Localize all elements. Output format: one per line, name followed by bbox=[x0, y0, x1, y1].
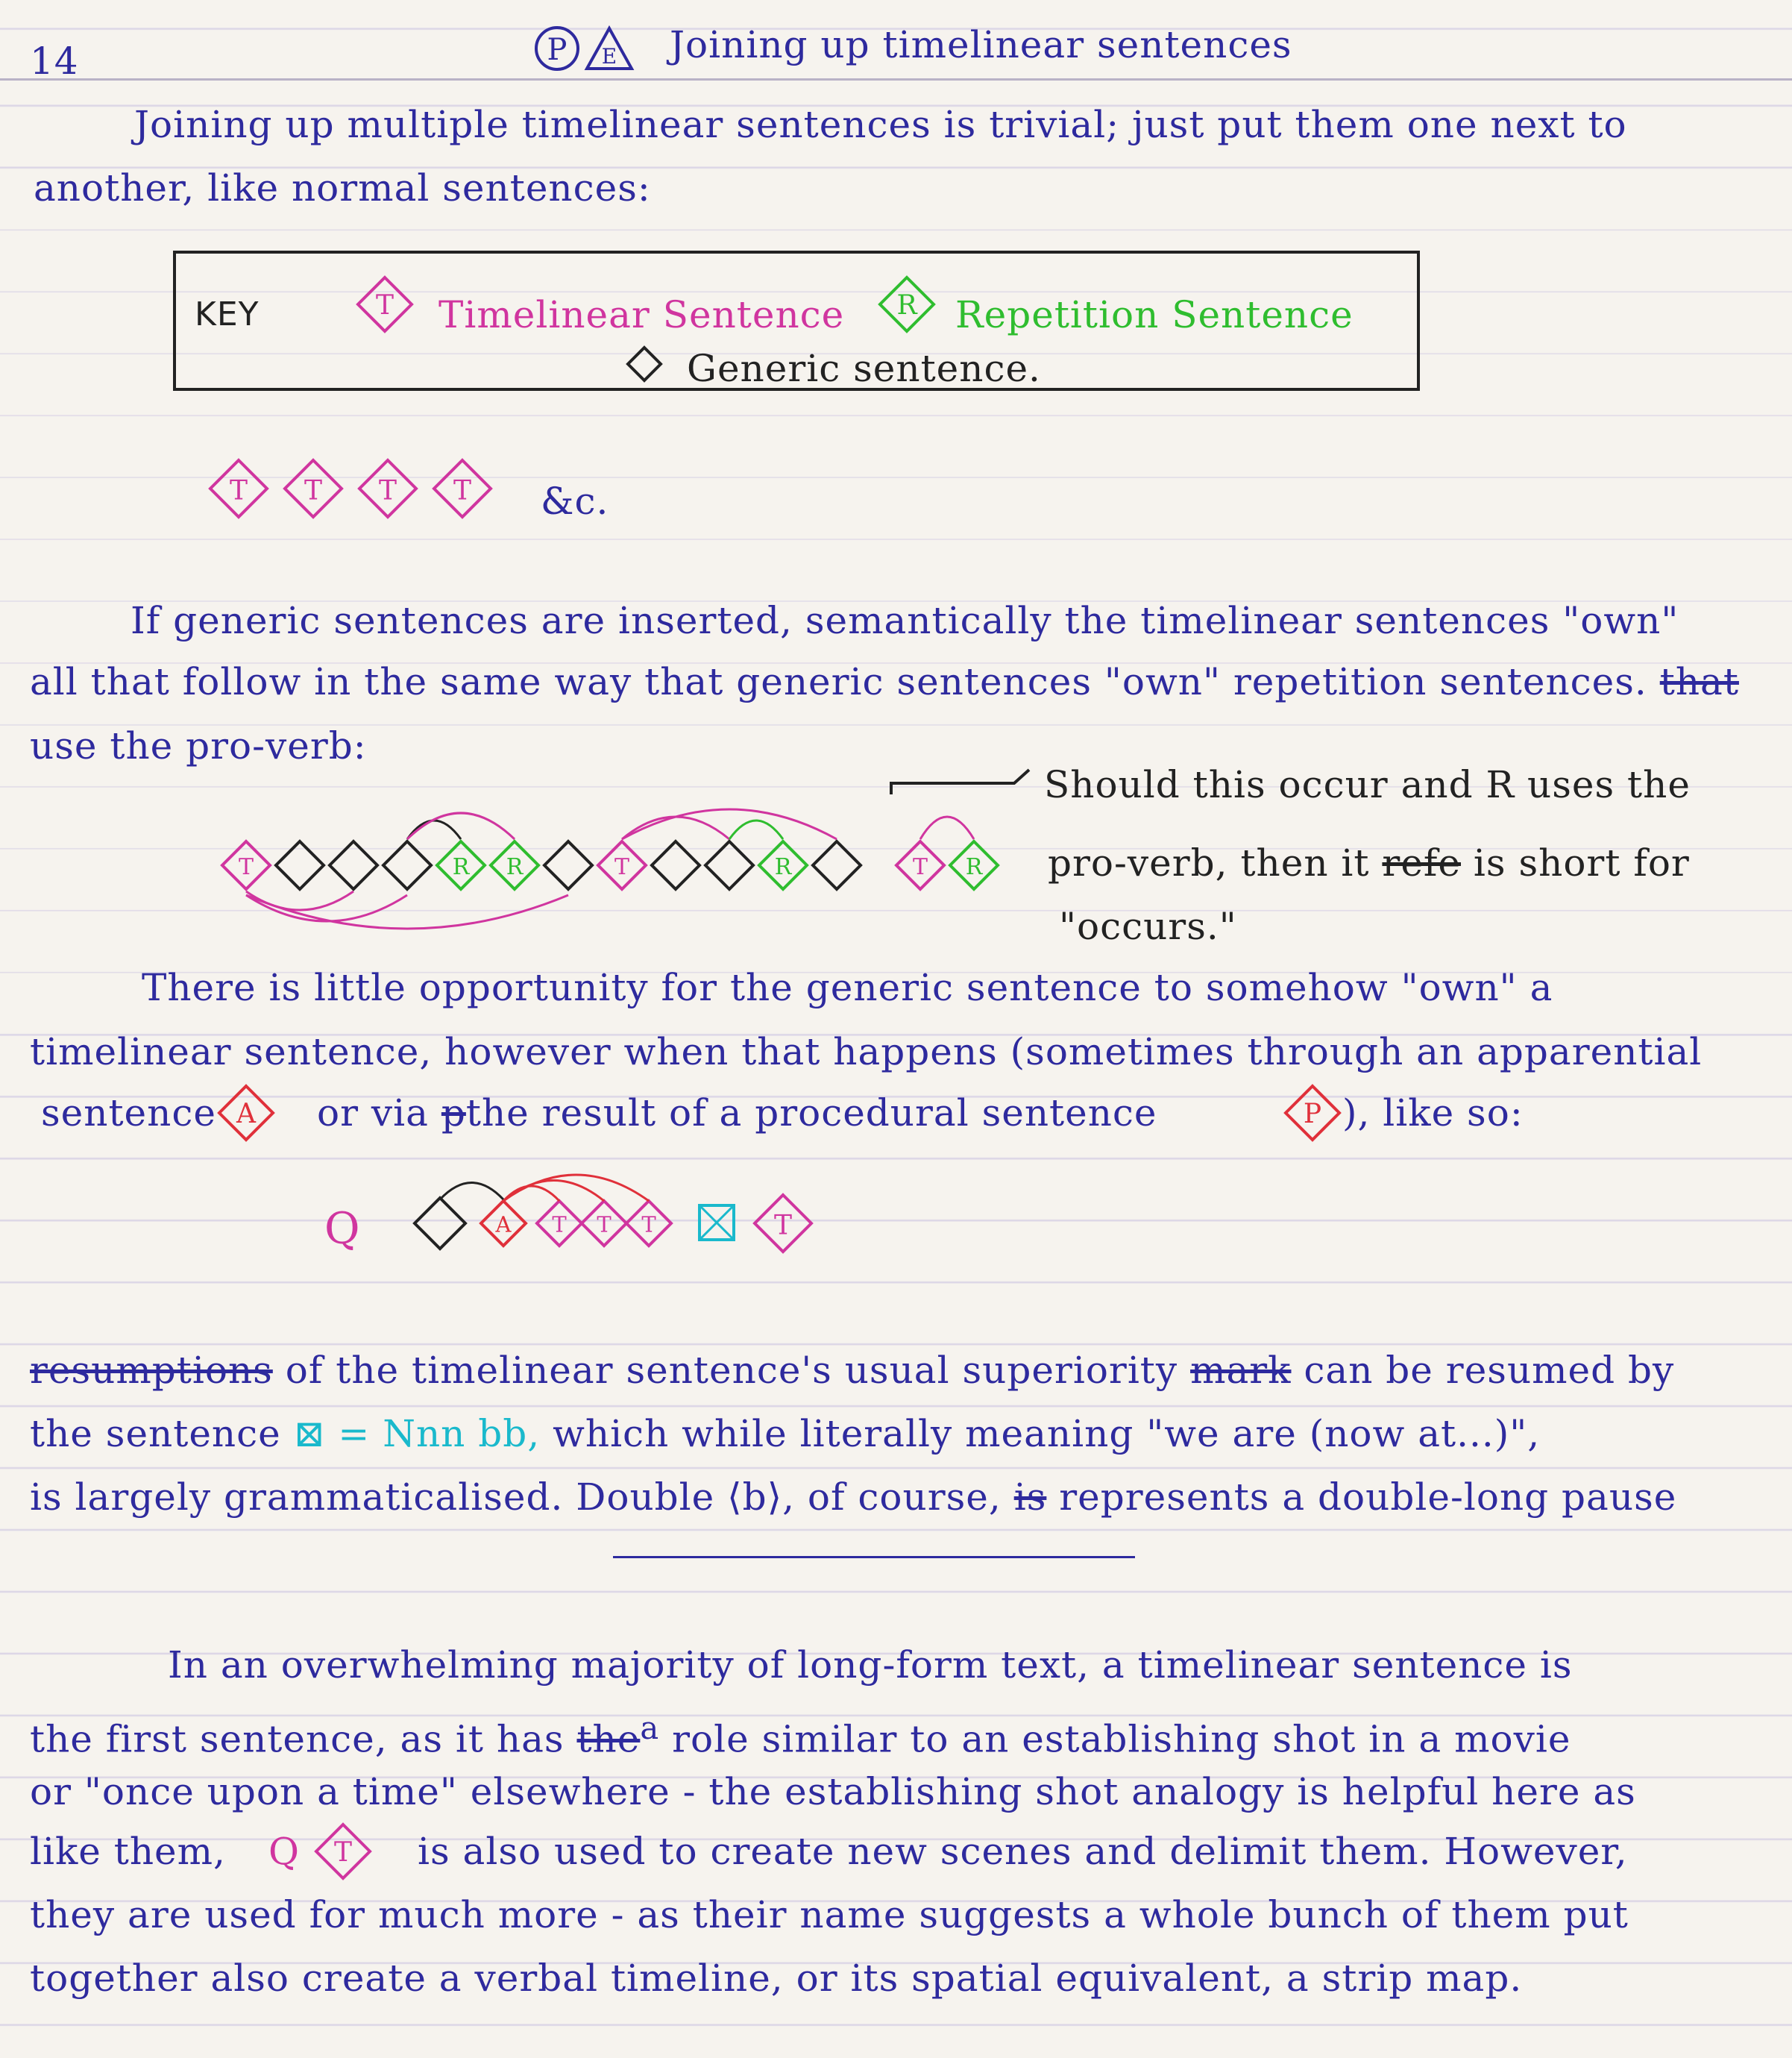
example-2-diamond-4 bbox=[437, 841, 485, 889]
procedural-diamond-icon bbox=[1283, 1083, 1345, 1146]
example-2-diamond-10 bbox=[759, 841, 807, 889]
example-3-diamond-0 bbox=[415, 1198, 465, 1249]
key-box bbox=[173, 251, 1420, 391]
example-2-diamond-5 bbox=[491, 841, 538, 889]
key-repetition-label: Repetition Sentence bbox=[955, 293, 1354, 336]
example-3-diamond-2-label: T bbox=[552, 1211, 567, 1237]
intro-line-1: Joining up multiple timelinear sentences is trivial; just put them one next to bbox=[134, 103, 1627, 146]
example-1-diamond-1-label: T bbox=[304, 475, 323, 506]
example-2-diamond-12 bbox=[896, 841, 944, 889]
apparential-diamond-icon bbox=[216, 1083, 279, 1146]
note-line-3: "occurs." bbox=[1059, 905, 1237, 948]
example-1-diamond-3-label: T bbox=[453, 475, 472, 506]
page-title: Joining up timelinear sentences bbox=[670, 23, 1292, 66]
example-1-diamond-0-label: T bbox=[229, 475, 248, 506]
note-line-2: pro-verb, then it refe is short for bbox=[1048, 841, 1690, 885]
example-2-diamond-2 bbox=[330, 841, 377, 889]
para-5-line-3: or "once upon a time" elsewhere - the establishing shot analogy is helpful here as bbox=[30, 1770, 1636, 1813]
note-line-1: Should this occur and R uses the bbox=[1044, 763, 1691, 806]
para-4-line-1: resumptions of the timelinear sentence's usual superiority mark can be resumed by bbox=[30, 1349, 1675, 1392]
intro-line-2: another, like normal sentences: bbox=[34, 166, 651, 210]
para-3-line-2: timelinear sentence, however when that happens (sometimes through an apparential bbox=[30, 1030, 1703, 1073]
key-timelinear-mark: T bbox=[375, 290, 394, 321]
example-2-arc-2 bbox=[246, 895, 568, 929]
key-generic-diamond-icon bbox=[623, 343, 668, 388]
example-3-diamond-4-label: T bbox=[641, 1211, 656, 1237]
title-mark-p: P bbox=[547, 33, 568, 67]
section-divider bbox=[613, 1556, 1135, 1558]
example-2-arc-3 bbox=[407, 821, 461, 839]
para-5-line-5: they are used for much more - as their name suggests a whole bunch of them put bbox=[30, 1893, 1629, 1936]
example-3-diamond-1 bbox=[481, 1201, 526, 1246]
example-2-diagram bbox=[216, 776, 1029, 925]
example-2-diamond-5-label: R bbox=[506, 854, 524, 881]
resumption-box-icon bbox=[699, 1205, 734, 1240]
para-5-line-4a: like them, bbox=[30, 1830, 226, 1873]
example-2-arc-4 bbox=[407, 813, 515, 839]
example-2-diamond-4-label: R bbox=[452, 854, 470, 881]
example-1-diamond-1 bbox=[285, 460, 342, 517]
para-5-line-4-lead: Q bbox=[268, 1830, 300, 1873]
example-2-arc-8 bbox=[920, 817, 974, 839]
example-1-suffix: &c. bbox=[541, 480, 609, 523]
example-1-diamond-0 bbox=[210, 460, 267, 517]
para-2-line-2: all that follow in the same way that generic sentences "own" repetition sentences. that bbox=[30, 660, 1739, 703]
example-3-diamond-3-label: T bbox=[597, 1211, 612, 1237]
key-timelinear-diamond-icon bbox=[355, 274, 418, 337]
example-2-arc-1 bbox=[246, 895, 407, 921]
key-generic-label: Generic sentence. bbox=[687, 347, 1041, 390]
example-2-diamond-11 bbox=[813, 841, 861, 889]
example-3-arc-0 bbox=[440, 1183, 503, 1200]
key-label: KEY bbox=[195, 295, 260, 333]
example-3-last-diamond bbox=[755, 1195, 811, 1252]
para-3-line-1: There is little opportunity for the generic sentence to somehow "own" a bbox=[142, 966, 1553, 1009]
key-timelinear-label: Timelinear Sentence bbox=[438, 293, 845, 336]
example-3-last-diamond-label: T bbox=[773, 1210, 793, 1241]
example-2-arc-6 bbox=[622, 809, 837, 839]
para-5-line-2: the first sentence, as it has the$^a$ role similar to an establishing shot in a movie bbox=[30, 1710, 1571, 1761]
procedural-mark: P bbox=[1303, 1099, 1322, 1129]
example-2-diamond-8 bbox=[652, 841, 699, 889]
example-2-diamond-7 bbox=[598, 841, 646, 889]
inline-timelinear-mark: T bbox=[333, 1837, 353, 1868]
example-2-arc-7 bbox=[729, 821, 783, 839]
key-repetition-mark: R bbox=[896, 290, 917, 321]
example-2-diamond-0-label: T bbox=[238, 854, 254, 881]
title-mark-e: E bbox=[601, 44, 617, 69]
example-2-diamond-7-label: T bbox=[614, 854, 630, 881]
example-3-diamond-4 bbox=[626, 1201, 671, 1246]
example-3-diagram bbox=[403, 1164, 820, 1253]
para-4-line-3: is largely grammaticalised. Double ⟨b⟩, of course, is represents a double-long pause bbox=[30, 1475, 1677, 1519]
title-marks bbox=[533, 22, 653, 75]
para-3-line-3b: or via pthe result of a procedural sentence bbox=[317, 1091, 1157, 1135]
para-3-line-3d: ), like so: bbox=[1342, 1091, 1524, 1135]
note-bracket bbox=[887, 761, 1037, 798]
example-1-diagram bbox=[209, 451, 522, 526]
example-2-arc-5 bbox=[622, 817, 729, 839]
example-1-diamond-2 bbox=[359, 460, 416, 517]
example-3-diamond-2 bbox=[537, 1201, 582, 1246]
example-3-diamond-3 bbox=[582, 1201, 626, 1246]
example-2-diamond-0 bbox=[222, 841, 270, 889]
para-5-line-1: In an overwhelming majority of long-form text, a timelinear sentence is bbox=[168, 1643, 1573, 1687]
key-repetition-diamond-icon bbox=[877, 274, 940, 337]
example-3-lead: Q bbox=[324, 1203, 361, 1254]
example-2-diamond-3 bbox=[383, 841, 431, 889]
para-5-line-4b: is also used to create new scenes and delimit them. However, bbox=[418, 1830, 1628, 1873]
example-3-arc-3 bbox=[503, 1175, 649, 1201]
example-2-diamond-6 bbox=[544, 841, 592, 889]
example-3-diamond-1-label: A bbox=[495, 1211, 512, 1237]
example-2-diamond-9 bbox=[705, 841, 753, 889]
example-1-diamond-2-label: T bbox=[378, 475, 397, 506]
example-1-diamond-3 bbox=[434, 460, 491, 517]
header-rule bbox=[0, 78, 1792, 81]
example-2-diamond-10-label: R bbox=[774, 854, 792, 881]
para-3-line-3a: sentence bbox=[41, 1091, 216, 1135]
inline-timelinear-diamond-icon bbox=[313, 1822, 376, 1884]
para-5-line-6: together also create a verbal timeline, or its spatial equivalent, a strip map. bbox=[30, 1957, 1523, 2000]
apparential-mark: A bbox=[236, 1099, 256, 1129]
para-2-line-3: use the pro-verb: bbox=[30, 724, 367, 768]
example-2-diamond-13-label: R bbox=[965, 854, 983, 881]
example-2-diamond-13 bbox=[950, 841, 998, 889]
para-4-line-2: the sentence ⊠ = Nnn bb, which while literally meaning "we are (now at...)", bbox=[30, 1412, 1541, 1455]
example-2-diamond-1 bbox=[276, 841, 324, 889]
para-2-line-1: If generic sentences are inserted, semantically the timelinear sentences "own" bbox=[131, 599, 1679, 642]
example-2-diamond-12-label: T bbox=[912, 854, 928, 881]
page-number: 14 bbox=[30, 40, 79, 83]
